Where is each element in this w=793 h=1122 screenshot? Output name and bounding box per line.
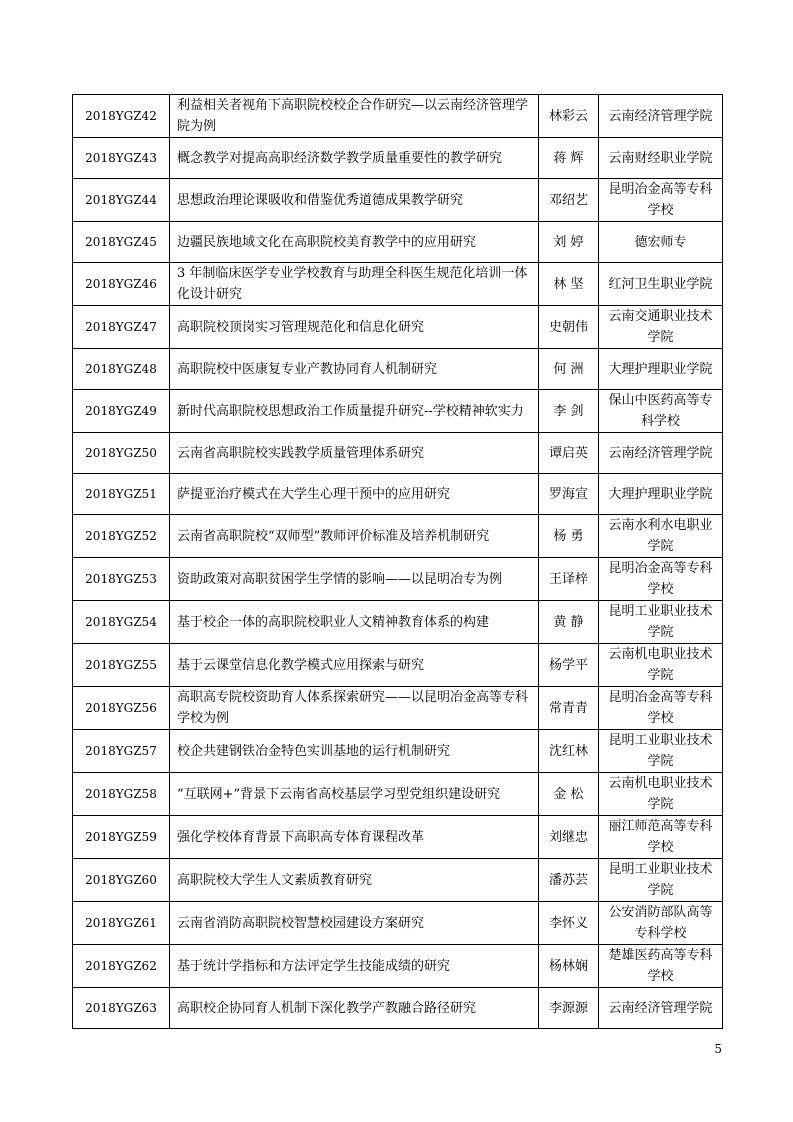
project-leader-cell: 金 松 [539,773,599,816]
institution-cell: 云南机电职业技术学院 [599,644,723,687]
project-leader-cell: 蒋 辉 [539,138,599,179]
project-leader-cell: 李 剑 [539,390,599,433]
project-leader-cell: 刘继忠 [539,816,599,859]
table-row [73,306,723,349]
institution-cell: 云南财经职业学院 [599,138,723,179]
project-leader-cell: 黄 静 [539,601,599,644]
project-title-cell: “互联网+”背景下云南省高校基层学习型党组织建设研究 [170,773,539,816]
project-leader-cell: 李源源 [539,988,599,1029]
project-code-cell: 2018YGZ53 [73,558,170,601]
project-leader-cell: 李怀义 [539,902,599,945]
project-leader-cell: 杨学平 [539,644,599,687]
table-row [73,687,723,730]
project-table-body [73,95,723,1029]
project-title-cell: 3 年制临床医学专业学校教育与助理全科医生规范化培训一体化设计研究 [170,263,539,306]
project-code-cell: 2018YGZ62 [73,945,170,988]
project-title-cell: 新时代高职院校思想政治工作质量提升研究--学校精神软实力 [170,390,539,433]
institution-cell: 公安消防部队高等专科学校 [599,902,723,945]
project-code-cell: 2018YGZ58 [73,773,170,816]
project-leader-cell: 潘苏芸 [539,859,599,902]
project-code-cell: 2018YGZ50 [73,433,170,474]
institution-cell: 云南水利水电职业学院 [599,515,723,558]
institution-cell: 云南经济管理学院 [599,988,723,1029]
table-row [73,730,723,773]
project-code-cell: 2018YGZ46 [73,263,170,306]
institution-cell: 丽江师范高等专科学校 [599,816,723,859]
project-leader-cell: 沈红林 [539,730,599,773]
table-row [73,902,723,945]
institution-cell: 昆明工业职业技术学院 [599,730,723,773]
institution-cell: 云南经济管理学院 [599,433,723,474]
project-leader-cell: 杨 勇 [539,515,599,558]
table-row [73,95,723,138]
institution-cell: 昆明工业职业技术学院 [599,601,723,644]
institution-cell: 云南经济管理学院 [599,95,723,138]
institution-cell: 云南机电职业技术学院 [599,773,723,816]
project-code-cell: 2018YGZ49 [73,390,170,433]
table-row [73,433,723,474]
project-title-cell: 高职校企协同育人机制下深化教学产教融合路径研究 [170,988,539,1029]
project-code-cell: 2018YGZ42 [73,95,170,138]
project-leader-cell: 王译梓 [539,558,599,601]
page-number: 5 [714,1042,722,1056]
institution-cell: 大理护理职业学院 [599,349,723,390]
project-leader-cell: 史朝伟 [539,306,599,349]
project-code-cell: 2018YGZ54 [73,601,170,644]
table-row [73,859,723,902]
project-leader-cell: 杨林娴 [539,945,599,988]
project-code-cell: 2018YGZ63 [73,988,170,1029]
table-row [73,179,723,222]
institution-cell: 红河卫生职业学院 [599,263,723,306]
institution-cell: 德宏师专 [599,222,723,263]
project-title-cell: 高职高专院校资助育人体系探索研究——以昆明冶金高等专科学校为例 [170,687,539,730]
project-title-cell: 基于统计学指标和方法评定学生技能成绩的研究 [170,945,539,988]
table-row [73,390,723,433]
project-title-cell: 基于校企一体的高职院校职业人文精神教育体系的构建 [170,601,539,644]
table-row [73,138,723,179]
table-row [73,816,723,859]
institution-cell: 云南交通职业技术学院 [599,306,723,349]
institution-cell: 昆明工业职业技术学院 [599,859,723,902]
table-row [73,474,723,515]
table-row [73,601,723,644]
table-row [73,945,723,988]
project-leader-cell: 邓绍艺 [539,179,599,222]
project-code-cell: 2018YGZ56 [73,687,170,730]
table-row [73,773,723,816]
table-row [73,349,723,390]
table-row [73,988,723,1029]
project-code-cell: 2018YGZ60 [73,859,170,902]
institution-cell: 大理护理职业学院 [599,474,723,515]
project-code-cell: 2018YGZ44 [73,179,170,222]
project-title-cell: 高职院校中医康复专业产教协同育人机制研究 [170,349,539,390]
project-title-cell: 高职院校顶岗实习管理规范化和信息化研究 [170,306,539,349]
institution-cell: 保山中医药高等专科学校 [599,390,723,433]
project-title-cell: 基于云课堂信息化教学模式应用探索与研究 [170,644,539,687]
project-code-cell: 2018YGZ61 [73,902,170,945]
project-code-cell: 2018YGZ47 [73,306,170,349]
project-code-cell: 2018YGZ57 [73,730,170,773]
project-title-cell: 利益相关者视角下高职院校校企合作研究—以云南经济管理学院为例 [170,95,539,138]
project-code-cell: 2018YGZ43 [73,138,170,179]
project-title-cell: 强化学校体育背景下高职高专体育课程改革 [170,816,539,859]
project-title-cell: 概念教学对提高高职经济数学教学质量重要性的教学研究 [170,138,539,179]
table-row [73,515,723,558]
institution-cell: 昆明冶金高等专科学校 [599,558,723,601]
project-title-cell: 云南省高职院校实践教学质量管理体系研究 [170,433,539,474]
project-code-cell: 2018YGZ52 [73,515,170,558]
project-leader-cell: 林彩云 [539,95,599,138]
table-row [73,222,723,263]
institution-cell: 楚雄医药高等专科学校 [599,945,723,988]
project-title-cell: 校企共建钢铁冶金特色实训基地的运行机制研究 [170,730,539,773]
project-title-cell: 萨提亚治疗模式在大学生心理干预中的应用研究 [170,474,539,515]
project-title-cell: 云南省消防高职院校智慧校园建设方案研究 [170,902,539,945]
project-code-cell: 2018YGZ45 [73,222,170,263]
project-leader-cell: 罗海宣 [539,474,599,515]
project-code-cell: 2018YGZ48 [73,349,170,390]
table-row [73,644,723,687]
project-code-cell: 2018YGZ59 [73,816,170,859]
project-title-cell: 资助政策对高职贫困学生学情的影响——以昆明冶专为例 [170,558,539,601]
project-code-cell: 2018YGZ51 [73,474,170,515]
table-row [73,263,723,306]
institution-cell: 昆明冶金高等专科学校 [599,179,723,222]
project-title-cell: 高职院校大学生人文素质教育研究 [170,859,539,902]
project-leader-cell: 何 洲 [539,349,599,390]
project-title-cell: 思想政治理论课吸收和借鉴优秀道德成果教学研究 [170,179,539,222]
institution-cell: 昆明冶金高等专科学校 [599,687,723,730]
project-code-cell: 2018YGZ55 [73,644,170,687]
project-leader-cell: 刘 婷 [539,222,599,263]
project-leader-cell: 常青青 [539,687,599,730]
project-leader-cell: 谭启英 [539,433,599,474]
project-title-cell: 云南省高职院校“双师型”教师评价标准及培养机制研究 [170,515,539,558]
project-table [72,94,723,1029]
project-leader-cell: 林 坚 [539,263,599,306]
project-title-cell: 边疆民族地域文化在高职院校美育教学中的应用研究 [170,222,539,263]
table-row [73,558,723,601]
